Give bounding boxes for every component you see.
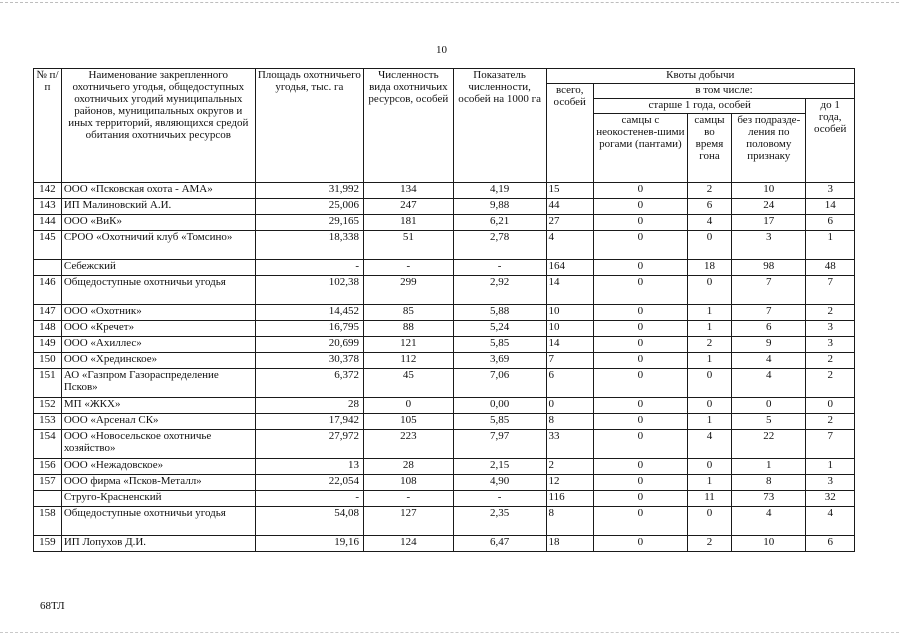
row-under1: 6 [806,215,855,231]
row-males-antlers: 0 [593,337,687,353]
row-density: 2,78 [453,231,546,260]
row-under1: 32 [806,491,855,507]
row-count: - [364,491,454,507]
row-under1: 1 [806,231,855,260]
row-count: 223 [364,430,454,459]
row-density: - [453,491,546,507]
row-under1: 48 [806,260,855,276]
row-number: 147 [34,305,62,321]
row-area: 20,699 [255,337,363,353]
row-males-antlers: 0 [593,215,687,231]
row-males-antlers: 0 [593,353,687,369]
row-males-rut: 2 [687,337,731,353]
footer-code: 68ТЛ [40,600,65,612]
row-total: 44 [546,199,593,215]
row-under1: 6 [806,536,855,552]
row-no-sex: 1 [732,459,806,475]
row-number: 152 [34,398,62,414]
table-row [34,459,855,475]
header-males-antlers: самцы с неокостенев-шими рогами (пантами) [593,114,687,183]
table-row [34,430,855,459]
row-under1: 2 [806,353,855,369]
row-no-sex: 5 [732,414,806,430]
row-number: 151 [34,369,62,398]
row-count: 28 [364,459,454,475]
row-number: 142 [34,183,62,199]
table-row [34,353,855,369]
row-under1: 2 [806,305,855,321]
row-name: ООО «Охотник» [61,305,255,321]
table-row [34,215,855,231]
row-density: 2,92 [453,276,546,305]
row-count: 121 [364,337,454,353]
row-total: 116 [546,491,593,507]
row-males-antlers: 0 [593,321,687,337]
row-males-rut: 2 [687,183,731,199]
row-area: 16,795 [255,321,363,337]
row-no-sex: 7 [732,276,806,305]
row-males-antlers: 0 [593,276,687,305]
table-row [34,199,855,215]
table-body [34,183,855,552]
row-number [34,260,62,276]
row-males-rut: 0 [687,276,731,305]
row-density: 9,88 [453,199,546,215]
row-males-antlers: 0 [593,491,687,507]
row-total: 7 [546,353,593,369]
row-area: 25,006 [255,199,363,215]
page-number: 10 [436,44,447,56]
row-number: 148 [34,321,62,337]
row-total: 10 [546,305,593,321]
table-row [34,369,855,398]
row-area: 13 [255,459,363,475]
row-males-antlers: 0 [593,231,687,260]
row-name: ООО «Арсенал СК» [61,414,255,430]
row-under1: 3 [806,183,855,199]
row-count: 112 [364,353,454,369]
row-area: 31,992 [255,183,363,199]
row-males-antlers: 0 [593,430,687,459]
row-area: 28 [255,398,363,414]
row-area: 27,972 [255,430,363,459]
row-under1: 14 [806,199,855,215]
row-no-sex: 3 [732,231,806,260]
row-males-rut: 1 [687,321,731,337]
row-males-rut: 2 [687,536,731,552]
row-name: ООО фирма «Псков-Металл» [61,475,255,491]
row-under1: 3 [806,475,855,491]
row-count: 181 [364,215,454,231]
header-including: в том числе: [593,84,854,99]
table-row [34,183,855,199]
row-density: 4,90 [453,475,546,491]
row-total: 164 [546,260,593,276]
row-no-sex: 4 [732,369,806,398]
row-area: 14,452 [255,305,363,321]
header-num: № п/п [34,69,62,183]
row-total: 27 [546,215,593,231]
row-count: 108 [364,475,454,491]
header-under1: до 1 года, особей [806,99,855,183]
row-under1: 7 [806,276,855,305]
row-count: 134 [364,183,454,199]
row-males-rut: 1 [687,414,731,430]
table-row [34,507,855,536]
row-count: 45 [364,369,454,398]
row-no-sex: 22 [732,430,806,459]
row-no-sex: 7 [732,305,806,321]
row-total: 15 [546,183,593,199]
row-area: - [255,491,363,507]
row-males-rut: 6 [687,199,731,215]
header-name: Наименование закрепленного охотничьего угодья, общедоступных охотничьих угодий муниципальных районов, муниципальных округов и иных территорий, являющихся средой обитания охотничьих ресурсов [61,69,255,183]
header-count: Численность вида охотничьих ресурсов, особей [364,69,454,183]
row-density: 5,85 [453,414,546,430]
row-area: 30,378 [255,353,363,369]
row-males-rut: 4 [687,215,731,231]
row-males-rut: 0 [687,398,731,414]
row-number: 154 [34,430,62,459]
row-males-rut: 1 [687,353,731,369]
row-count: 299 [364,276,454,305]
row-no-sex: 4 [732,353,806,369]
row-count: 0 [364,398,454,414]
row-males-rut: 1 [687,305,731,321]
scan-bottom-edge [0,632,899,633]
row-males-rut: 1 [687,475,731,491]
table-row [34,276,855,305]
row-number: 145 [34,231,62,260]
row-no-sex: 10 [732,536,806,552]
header-total: всего, особей [546,84,593,183]
row-total: 12 [546,475,593,491]
row-total: 18 [546,536,593,552]
row-number: 143 [34,199,62,215]
row-area: 22,054 [255,475,363,491]
row-name: ООО «Кречет» [61,321,255,337]
row-area: 54,08 [255,507,363,536]
table-row [34,305,855,321]
row-males-antlers: 0 [593,507,687,536]
row-total: 14 [546,337,593,353]
header-area: Площадь охотничьего угодья, тыс. га [255,69,363,183]
row-name: ООО «Ахиллес» [61,337,255,353]
row-under1: 7 [806,430,855,459]
row-number: 149 [34,337,62,353]
row-density: 5,85 [453,337,546,353]
row-name: ИП Малиновский А.И. [61,199,255,215]
table-row [34,536,855,552]
table-row [34,231,855,260]
row-area: 102,38 [255,276,363,305]
row-no-sex: 0 [732,398,806,414]
row-total: 2 [546,459,593,475]
row-no-sex: 6 [732,321,806,337]
row-total: 6 [546,369,593,398]
hunting-quota-table [33,68,855,552]
row-males-antlers: 0 [593,398,687,414]
table-row [34,337,855,353]
row-count: 85 [364,305,454,321]
scan-top-edge [0,2,899,3]
row-density: - [453,260,546,276]
row-number: 157 [34,475,62,491]
row-number: 144 [34,215,62,231]
row-under1: 1 [806,459,855,475]
row-count: 127 [364,507,454,536]
row-males-antlers: 0 [593,414,687,430]
row-males-rut: 0 [687,507,731,536]
header-older: старше 1 года, особей [593,99,805,114]
row-under1: 3 [806,337,855,353]
row-males-rut: 4 [687,430,731,459]
row-males-rut: 0 [687,369,731,398]
row-no-sex: 8 [732,475,806,491]
row-name: Общедоступные охотничьи угодья [61,507,255,536]
row-density: 3,69 [453,353,546,369]
row-males-antlers: 0 [593,183,687,199]
row-males-antlers: 0 [593,459,687,475]
row-under1: 2 [806,414,855,430]
row-under1: 0 [806,398,855,414]
row-no-sex: 24 [732,199,806,215]
row-total: 4 [546,231,593,260]
row-name: ООО «ВиК» [61,215,255,231]
table-row [34,491,855,507]
row-count: 247 [364,199,454,215]
row-name: ООО «Новосельское охотничье хозяйство» [61,430,255,459]
row-total: 8 [546,507,593,536]
row-density: 2,15 [453,459,546,475]
row-males-rut: 18 [687,260,731,276]
row-under1: 4 [806,507,855,536]
row-name: Себежский [61,260,255,276]
row-males-antlers: 0 [593,305,687,321]
table-row [34,321,855,337]
row-number [34,491,62,507]
row-under1: 3 [806,321,855,337]
row-no-sex: 9 [732,337,806,353]
row-males-antlers: 0 [593,536,687,552]
row-density: 7,97 [453,430,546,459]
row-density: 6,21 [453,215,546,231]
row-density: 4,19 [453,183,546,199]
row-density: 0,00 [453,398,546,414]
row-number: 150 [34,353,62,369]
row-area: 18,338 [255,231,363,260]
row-males-rut: 11 [687,491,731,507]
row-density: 5,24 [453,321,546,337]
row-area: 19,16 [255,536,363,552]
row-males-antlers: 0 [593,260,687,276]
row-name: ООО «Псковская охота - АМА» [61,183,255,199]
row-name: ИП Лопухов Д.И. [61,536,255,552]
row-total: 8 [546,414,593,430]
row-count: - [364,260,454,276]
row-males-antlers: 0 [593,369,687,398]
row-no-sex: 17 [732,215,806,231]
row-males-rut: 0 [687,459,731,475]
row-name: Струго-Красненский [61,491,255,507]
row-number: 153 [34,414,62,430]
row-name: МП «ЖКХ» [61,398,255,414]
row-males-antlers: 0 [593,199,687,215]
table-row [34,414,855,430]
row-no-sex: 10 [732,183,806,199]
row-name: ООО «Нежадовское» [61,459,255,475]
row-density: 2,35 [453,507,546,536]
row-males-rut: 0 [687,231,731,260]
row-name: Общедоступные охотничьи угодья [61,276,255,305]
row-total: 10 [546,321,593,337]
row-no-sex: 98 [732,260,806,276]
table-row [34,398,855,414]
row-total: 0 [546,398,593,414]
header-no-sex: без подразде-ления по половому признаку [732,114,806,183]
row-count: 124 [364,536,454,552]
row-number: 159 [34,536,62,552]
row-name: СРОО «Охотничий клуб «Томсино» [61,231,255,260]
table-row [34,475,855,491]
row-area: 29,165 [255,215,363,231]
row-area: 17,942 [255,414,363,430]
row-density: 7,06 [453,369,546,398]
header-males-rut: самцы во время гона [687,114,731,183]
row-count: 51 [364,231,454,260]
row-males-antlers: 0 [593,475,687,491]
row-number: 158 [34,507,62,536]
table-row [34,260,855,276]
row-under1: 2 [806,369,855,398]
row-total: 33 [546,430,593,459]
row-no-sex: 4 [732,507,806,536]
row-number: 156 [34,459,62,475]
row-density: 6,47 [453,536,546,552]
row-name: АО «Газпром Газораспределение Псков» [61,369,255,398]
row-count: 105 [364,414,454,430]
row-area: - [255,260,363,276]
row-name: ООО «Хрединское» [61,353,255,369]
row-number: 146 [34,276,62,305]
row-area: 6,372 [255,369,363,398]
row-no-sex: 73 [732,491,806,507]
row-total: 14 [546,276,593,305]
row-count: 88 [364,321,454,337]
row-density: 5,88 [453,305,546,321]
header-quotas: Квоты добычи [546,69,854,84]
header-density: Показатель численности, особей на 1000 га [453,69,546,183]
